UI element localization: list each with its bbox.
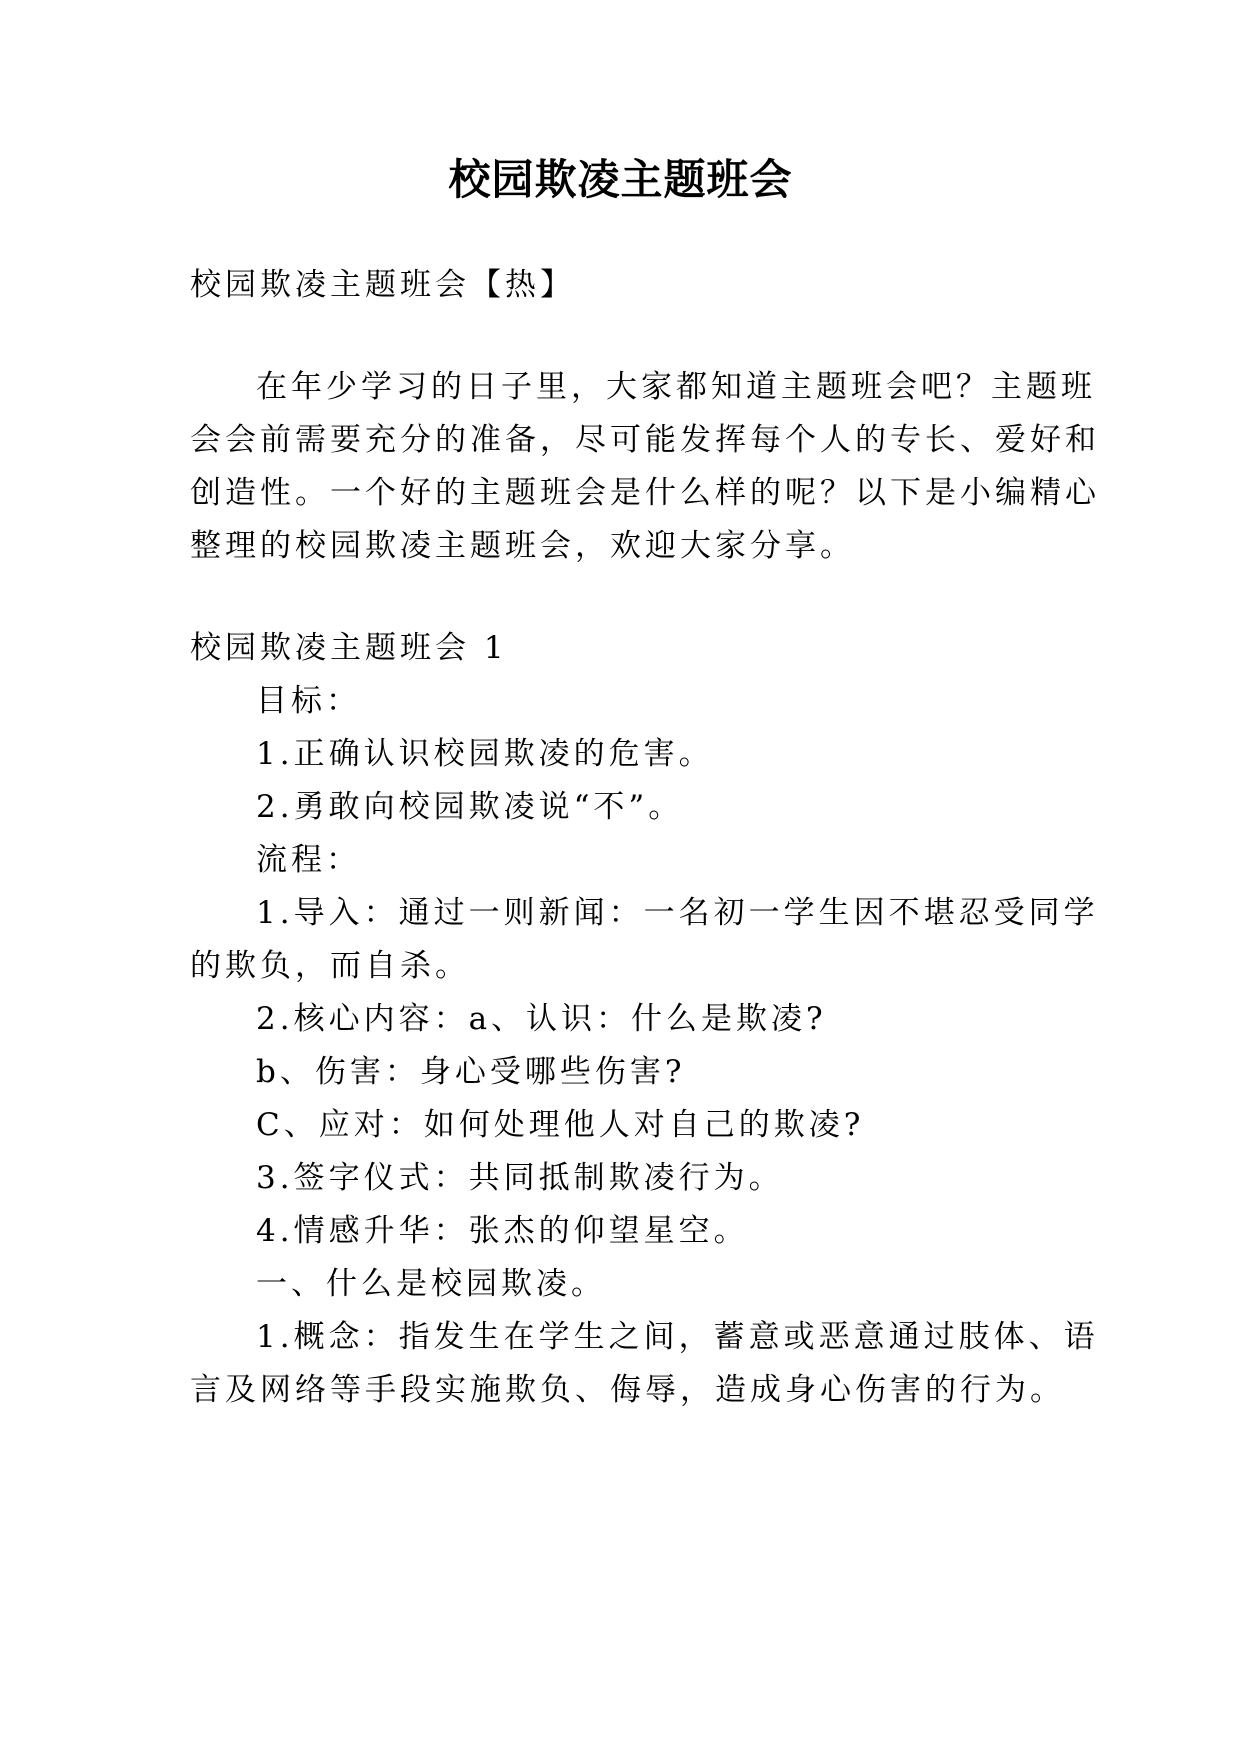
body-line: 流程： bbox=[256, 842, 361, 878]
section-heading: 校园欺凌主题班会 1 bbox=[190, 630, 508, 666]
body-line: 4.情感升华：张杰的仰望星空。 bbox=[256, 1213, 749, 1249]
intro-line: 整理的校园欺凌主题班会，欢迎大家分享。 bbox=[190, 528, 855, 564]
body-line: 言及网络等手段实施欺负、侮辱，造成身心伤害的行为。 bbox=[190, 1372, 1065, 1408]
body-line: 1.导入：通过一则新闻：一名初一学生因不堪忍受同学 bbox=[256, 895, 1099, 931]
document-title: 校园欺凌主题班会 bbox=[448, 155, 793, 204]
body-line: 1.正确认识校园欺凌的危害。 bbox=[256, 736, 714, 772]
body-line: 2.勇敢向校园欺凌说“不”。 bbox=[256, 789, 684, 825]
body-line: 3.签字仪式：共同抵制欺凌行为。 bbox=[256, 1160, 784, 1196]
intro-line: 会会前需要充分的准备，尽可能发挥每个人的专长、爱好和 bbox=[190, 422, 1100, 458]
body-line: 1.概念：指发生在学生之间，蓄意或恶意通过肢体、语 bbox=[256, 1319, 1099, 1355]
body-line: 一、什么是校园欺凌。 bbox=[256, 1266, 606, 1302]
body-line: b、伤害：身心受哪些伤害? bbox=[256, 1054, 686, 1090]
document-subtitle: 校园欺凌主题班会【热】 bbox=[190, 267, 575, 303]
body-line: 的欺负，而自杀。 bbox=[190, 948, 470, 984]
intro-line: 创造性。一个好的主题班会是什么样的呢？以下是小编精心 bbox=[190, 475, 1100, 511]
body-line: 目标： bbox=[256, 683, 361, 719]
body-line: C、应对：如何处理他人对自己的欺凌? bbox=[256, 1107, 865, 1143]
body-line: 2.核心内容：a、认识：什么是欺凌? bbox=[256, 1001, 827, 1037]
intro-line: 在年少学习的日子里，大家都知道主题班会吧？主题班 bbox=[256, 369, 1096, 405]
